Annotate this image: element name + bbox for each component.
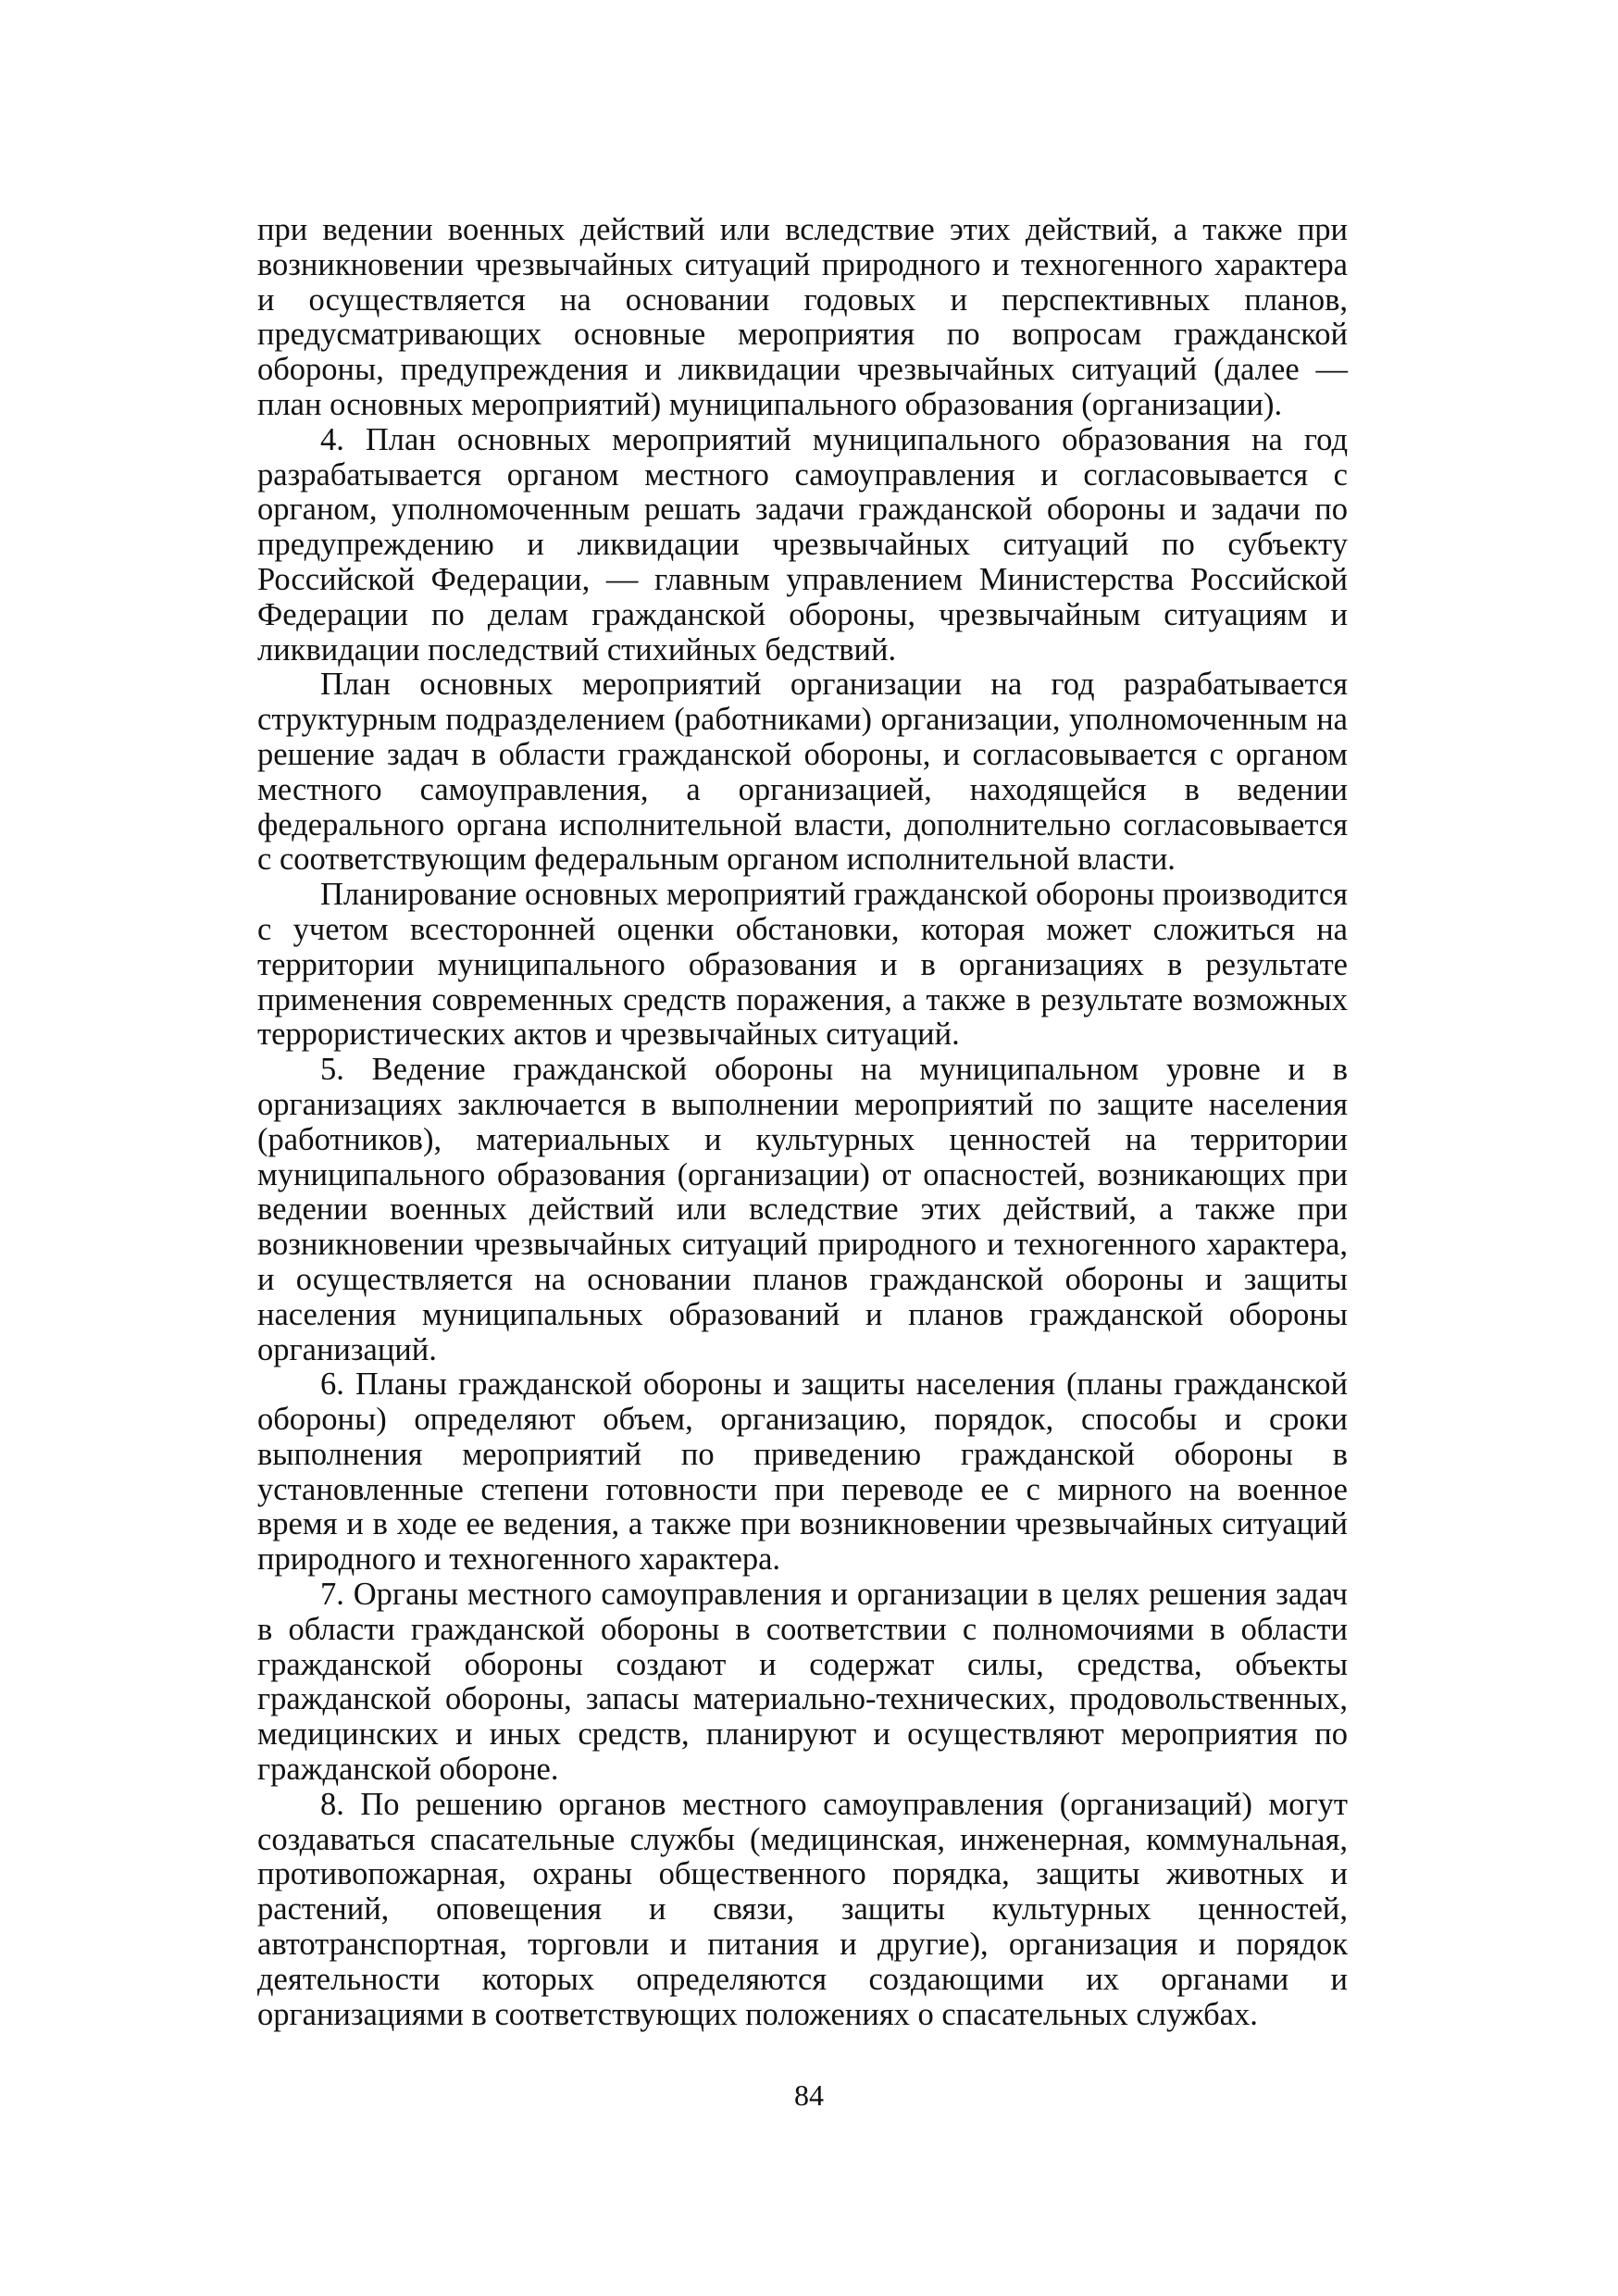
page-number: 84 bbox=[794, 2078, 824, 2112]
page-body bbox=[257, 213, 1348, 2032]
paragraph-item-5: 5. Ведение гражданской обороны на муниципальном уровне и в организациях заключается в выполнении мероприятий по защите населения (работников), материальных и культурных ценностей на территории муниципального образования (организации) от опасностей, возникающих при ведении военных действий или вследствие этих действий, а также при возникновении чрезвычайных ситуаций природного и техногенного характера, и осуществляется на основании планов гражданской обороны и защиты населения муниципальных образований и планов гражданской обороны организаций. bbox=[257, 1052, 1348, 1367]
paragraph-continuation: при ведении военных действий или вследствие этих действий, а также при возникновении чрезвычайных ситуаций природного и техногенного характера и осуществляется на основании годовых и перспективных планов, предусматривающих основные мероприятия по вопросам гражданской обороны, предупреждения и ликвидации чрезвычайных ситуаций (далее — план основных мероприятий) муниципального образования (организации). bbox=[257, 212, 1348, 422]
paragraph-planning: Планирование основных мероприятий гражданской обороны производится с учетом всесторонней оценки обстановки, которая может сложиться на территории муниципального образования и в организациях в результате применения современных средств поражения, а также в результате возможных террористических актов и чрезвычайных ситуаций. bbox=[257, 877, 1348, 1053]
paragraph-item-8: 8. По решению органов местного самоуправления (организаций) могут создаваться спасательные службы (медицинская, инженерная, коммунальная, противопожарная, охраны общественного порядка, защиты животных и растений, оповещения и связи, защиты культурных ценностей, автотранспортная, торговли и питания и другие), организация и порядок деятельности которых определяются создающими их органами и организациями в соответствующих положениях о спасательных службах. bbox=[257, 1786, 1348, 2032]
paragraph-item-6: 6. Планы гражданской обороны и защиты населения (планы гражданской обороны) определяют объем, организацию, порядок, способы и сроки выполнения мероприятий по приведению гражданской обороны в установленные степени готовности при переводе ее с мирного на военное время и в ходе ее ведения, а также при возникновении чрезвычайных ситуаций природного и техногенного характера. bbox=[257, 1366, 1348, 1578]
paragraph-organization-plan: План основных мероприятий организации на год разрабатывается структурным подразделением (работниками) организации, уполномоченным на решение задач в области гражданской обороны, и согласовывается с органом местного самоуправления, а организацией, находящейся в ведении федерального органа исполнительной власти, дополнительно согласовывается с соответствующим федеральным органом исполнительной власти. bbox=[257, 667, 1348, 878]
paragraph-item-7: 7. Органы местного самоуправления и организации в целях решения задач в области гражданской обороны в соответствии с полномочиями в области гражданской обороны создают и содержат силы, средства, объекты гражданской обороны, запасы материально-технических, продовольственных, медицинских и иных средств, планируют и осуществляют мероприятия по гражданской обороне. bbox=[257, 1577, 1348, 1788]
paragraph-item-4: 4. План основных мероприятий муниципального образования на год разрабатывается органом местного самоуправления и согласовывается с органом, уполномоченным решать задачи гражданской обороны и задачи по предупреждению и ликвидации чрезвычайных ситуаций по субъекту Российской Федерации, — главным управлением Министерства Российской Федерации по делам гражданской обороны, чрезвычайным ситуациям и ликвидации последствий стихийных бедствий. bbox=[257, 421, 1348, 668]
